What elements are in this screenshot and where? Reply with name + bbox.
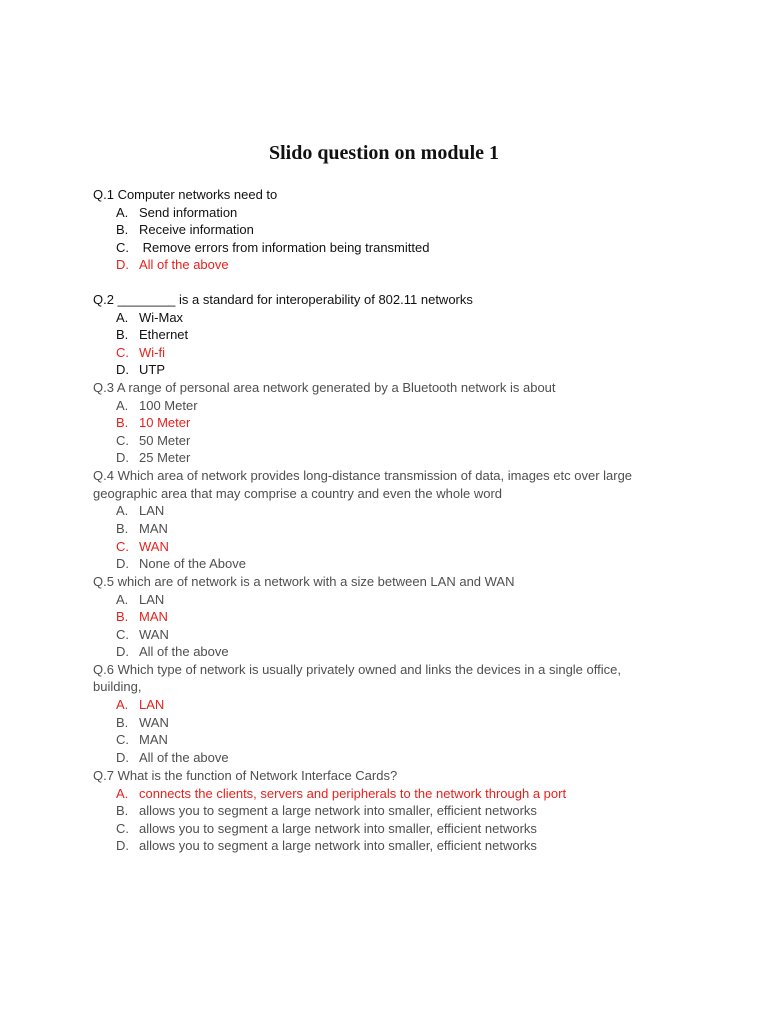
- option-text: MAN: [139, 732, 168, 747]
- question-7-option-b: [116, 802, 676, 820]
- option-text: WAN: [139, 714, 169, 730]
- question-3-option-d: [116, 449, 676, 467]
- option-letter: D.: [116, 362, 129, 377]
- option-letter: C.: [116, 344, 129, 360]
- option-letter: D.: [116, 257, 129, 272]
- question-2-option-c-correct: [116, 344, 676, 362]
- option-text: 50 Meter: [139, 432, 191, 448]
- question-7-prompt: Q.7 What is the function of Network Interface Cards?: [93, 768, 398, 783]
- question-4-prompt-line-2: geographic area that may comprise a country and even the whole word: [93, 485, 503, 501]
- question-5-option-a: [116, 591, 676, 609]
- option-text: LAN: [139, 697, 165, 712]
- question-7-option-c: [116, 820, 676, 838]
- option-letter: C.: [116, 432, 129, 448]
- option-letter: B.: [116, 609, 129, 624]
- option-text: None of the Above: [139, 556, 246, 571]
- option-text: 10 Meter: [139, 415, 191, 430]
- option-text: allows you to segment a large network into smaller, efficient networks: [139, 820, 537, 836]
- option-letter: B.: [116, 520, 129, 536]
- option-text: connects the clients, servers and peripherals to the network through a port: [139, 785, 567, 801]
- question-2-option-a: [116, 309, 676, 327]
- question-3-option-c: [116, 432, 676, 450]
- question-1-prompt: Q.1 Computer networks need to: [93, 187, 278, 202]
- option-text: Remove errors from information being transmitted: [139, 239, 430, 255]
- option-text: Wi-fi: [139, 344, 165, 360]
- option-letter: D.: [116, 749, 129, 765]
- question-6-option-d: [116, 749, 676, 767]
- option-text: MAN: [139, 520, 168, 536]
- option-letter: A.: [116, 785, 129, 801]
- question-5-option-b-correct: [116, 608, 676, 626]
- question-4-option-a: [116, 502, 676, 520]
- option-letter: B.: [116, 803, 129, 818]
- option-text: allows you to segment a large network into smaller, efficient networks: [139, 838, 537, 853]
- option-text: All of the above: [139, 257, 229, 272]
- question-2-prompt: Q.2 ________ is a standard for interoperability of 802.11 networks: [93, 292, 473, 307]
- question-6-option-c: [116, 731, 676, 749]
- question-5-option-d: [116, 643, 676, 661]
- option-text: WAN: [139, 626, 169, 642]
- question-4-option-c-correct: [116, 538, 676, 556]
- option-text: 25 Meter: [139, 450, 191, 465]
- question-3-prompt: Q.3 A range of personal area network generated by a Bluetooth network is about: [93, 380, 556, 395]
- option-text: LAN: [139, 591, 165, 607]
- page-title: Slido question on module 1: [268, 142, 500, 164]
- option-letter: D.: [116, 644, 129, 659]
- option-text: All of the above: [139, 749, 229, 765]
- option-text: Receive information: [139, 222, 254, 237]
- option-letter: C.: [116, 239, 129, 255]
- option-text: MAN: [139, 609, 168, 624]
- question-7-option-a-correct: [116, 785, 676, 803]
- option-letter: D.: [116, 556, 129, 571]
- question-6-prompt-line-2: building,: [93, 679, 142, 694]
- question-6-prompt-line-1: Q.6 Which type of network is usually privately owned and links the devices in a single office,: [93, 661, 621, 677]
- question-3-option-a: [116, 397, 676, 415]
- question-5-option-c: [116, 626, 676, 644]
- option-text: WAN: [139, 538, 169, 554]
- option-text: Wi-Max: [139, 309, 184, 325]
- question-3-option-b-correct: [116, 414, 676, 432]
- option-text: allows you to segment a large network into smaller, efficient networks: [139, 803, 537, 818]
- option-text: All of the above: [139, 644, 229, 659]
- option-letter: C.: [116, 538, 129, 554]
- question-6-option-a-correct: [116, 696, 676, 714]
- option-text: UTP: [139, 362, 165, 377]
- option-letter: A.: [116, 204, 129, 220]
- question-1-option-d-correct: [116, 256, 676, 274]
- question-1-option-a: [116, 204, 676, 222]
- option-letter: D.: [116, 838, 129, 853]
- option-letter: A.: [116, 309, 129, 325]
- question-6-option-b: [116, 714, 676, 732]
- option-letter: C.: [116, 732, 129, 747]
- option-text: Send information: [139, 204, 238, 220]
- option-letter: B.: [116, 714, 129, 730]
- option-text: Ethernet: [139, 327, 189, 342]
- question-7-option-d: [116, 837, 676, 855]
- question-2-option-d: [116, 361, 676, 379]
- question-2-option-b: [116, 326, 676, 344]
- option-letter: D.: [116, 450, 129, 465]
- option-text: 100 Meter: [139, 397, 198, 413]
- option-text: LAN: [139, 503, 165, 518]
- option-letter: C.: [116, 626, 129, 642]
- option-letter: B.: [116, 327, 129, 342]
- option-letter: C.: [116, 820, 129, 836]
- option-letter: A.: [116, 503, 129, 518]
- option-letter: B.: [116, 222, 129, 237]
- question-1-option-c: [116, 239, 676, 257]
- question-4-option-d: [116, 555, 676, 573]
- question-5-prompt: Q.5 which are of network is a network with a size between LAN and WAN: [93, 573, 515, 589]
- option-letter: B.: [116, 415, 129, 430]
- option-letter: A.: [116, 697, 129, 712]
- question-1-option-b: [116, 221, 676, 239]
- option-letter: A.: [116, 591, 129, 607]
- question-4-option-b: [116, 520, 676, 538]
- question-4-prompt-line-1: Q.4 Which area of network provides long-distance transmission of data, images etc over large: [93, 468, 633, 483]
- option-letter: A.: [116, 397, 129, 413]
